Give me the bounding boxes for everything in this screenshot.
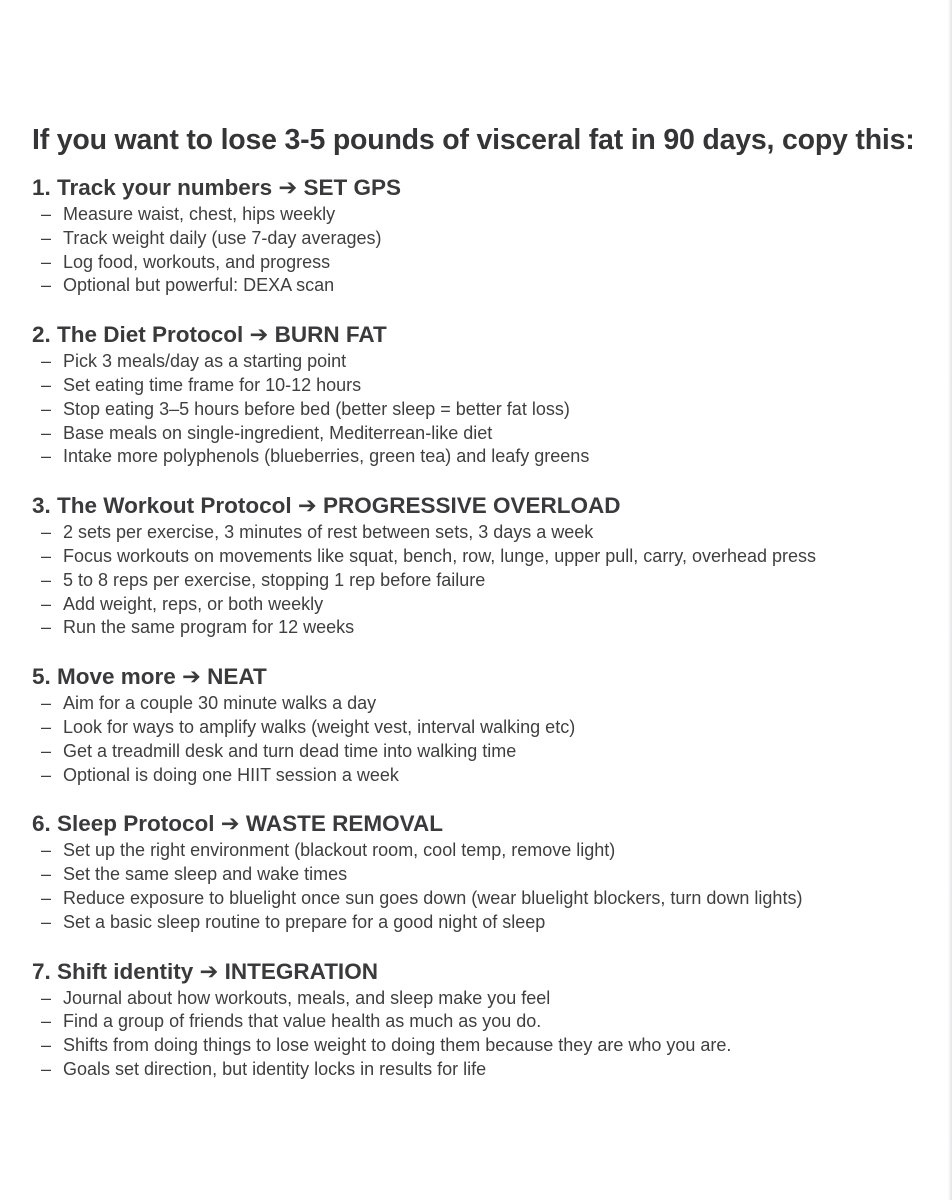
bullet-text: Optional is doing one HIIT session a week [63,764,399,785]
bullet-dash: – [41,840,52,861]
list-item [32,863,942,887]
bullet-text: Intake more polyphenols (blueberries, green tea) and leafy greens [63,446,590,467]
list-item [32,764,942,788]
bullet-list [32,987,942,1082]
bullet-dash: – [41,522,52,543]
bullet-text: Measure waist, chest, hips weekly [63,204,336,224]
section-heading: 1. Track your numbers ➔ SET GPS [32,175,401,200]
list-item [32,716,942,740]
bullet-text: Focus workouts on movements like squat, bench, row, lunge, upper pull, carry, overhead press [63,545,817,566]
protocol-section [32,173,942,298]
bullet-dash: – [41,593,52,614]
section-heading: 5. Move more ➔ NEAT [32,664,267,690]
bullet-text: Set a basic sleep routine to prepare for a good night of sleep [63,911,546,932]
bullet-dash: – [41,398,52,419]
bullet-dash: – [41,374,52,395]
bullet-dash: – [41,617,52,638]
list-item [32,521,942,545]
bullet-dash: – [41,693,52,714]
page-edge-shadow [948,0,952,1200]
bullet-text: Find a group of friends that value health as much as you do. [63,1011,542,1032]
bullet-text: Journal about how workouts, meals, and sleep make you feel [63,987,551,1008]
section-list [32,173,942,1082]
bullet-dash: – [41,987,52,1008]
document [32,121,942,1104]
bullet-text: Set eating time frame for 10-12 hours [63,374,362,395]
bullet-list [32,521,942,640]
list-item [32,1010,942,1034]
list-item [32,1034,942,1058]
list-item [32,839,942,863]
bullet-dash: – [41,740,52,761]
list-item [32,616,942,640]
bullet-dash: – [41,545,52,566]
bullet-list [32,203,942,298]
protocol-section [32,809,942,934]
bullet-text: Look for ways to amplify walks (weight vest, interval walking etc) [63,716,576,737]
bullet-dash: – [41,911,52,932]
section-heading: 2. The Diet Protocol ➔ BURN FAT [32,322,387,348]
list-item [32,374,942,398]
list-item [32,398,942,422]
bullet-text: 5 to 8 reps per exercise, stopping 1 rep before failure [63,569,486,590]
list-item [32,445,942,469]
bullet-text: Get a treadmill desk and turn dead time into walking time [63,740,517,761]
section-heading: 3. The Workout Protocol ➔ PROGRESSIVE OVERLOAD [32,493,621,519]
bullet-dash: – [41,251,52,272]
bullet-text: Reduce exposure to bluelight once sun goes down (wear bluelight blockers, turn down lights) [63,887,803,908]
protocol-section [32,662,942,787]
list-item [32,227,942,251]
bullet-dash: – [41,351,52,372]
bullet-dash: – [41,1035,52,1056]
protocol-section [32,491,942,640]
bullet-list [32,350,942,469]
list-item [32,740,942,764]
bullet-text: Base meals on single-ingredient, Mediterrean-like diet [63,422,493,443]
list-item [32,692,942,716]
list-item [32,274,942,298]
bullet-text: Track weight daily (use 7-day averages) [63,227,382,248]
bullet-text: Stop eating 3–5 hours before bed (better sleep = better fat loss) [63,398,570,419]
bullet-text: Add weight, reps, or both weekly [63,593,324,614]
bullet-dash: – [41,275,52,296]
list-item [32,251,942,275]
list-item [32,569,942,593]
list-item [32,887,942,911]
protocol-section [32,320,942,469]
list-item [32,1058,942,1082]
bullet-list [32,839,942,934]
bullet-dash: – [41,446,52,467]
bullet-dash: – [41,864,52,885]
bullet-dash: – [41,422,52,443]
bullet-text: Goals set direction, but identity locks in results for life [63,1058,487,1079]
bullet-text: Set up the right environment (blackout room, cool temp, remove light) [63,840,616,861]
protocol-section [32,957,942,1082]
bullet-text: Aim for a couple 30 minute walks a day [63,693,377,714]
list-item [32,593,942,617]
section-heading: 6. Sleep Protocol ➔ WASTE REMOVAL [32,811,443,837]
bullet-text: Set the same sleep and wake times [63,864,348,885]
list-item [32,203,942,227]
list-item [32,987,942,1011]
list-item [32,422,942,446]
document-title: If you want to lose 3-5 pounds of visceral fat in 90 days, copy this: [32,124,915,156]
bullet-text: Log food, workouts, and progress [63,251,331,272]
bullet-dash: – [41,887,52,908]
bullet-dash: – [41,227,52,248]
bullet-text: Run the same program for 12 weeks [63,617,355,638]
bullet-dash: – [41,204,52,224]
list-item [32,911,942,935]
bullet-dash: – [41,1011,52,1032]
bullet-list [32,692,942,787]
list-item [32,545,942,569]
list-item [32,350,942,374]
section-heading: 7. Shift identity ➔ INTEGRATION [32,958,378,984]
bullet-text: Shifts from doing things to lose weight to doing them because they are who you are. [63,1035,732,1056]
bullet-dash: – [41,716,52,737]
bullet-text: 2 sets per exercise, 3 minutes of rest between sets, 3 days a week [63,522,594,543]
bullet-dash: – [41,569,52,590]
bullet-dash: – [41,764,52,785]
bullet-text: Pick 3 meals/day as a starting point [63,351,347,372]
bullet-dash: – [41,1058,52,1079]
bullet-text: Optional but powerful: DEXA scan [63,275,335,296]
